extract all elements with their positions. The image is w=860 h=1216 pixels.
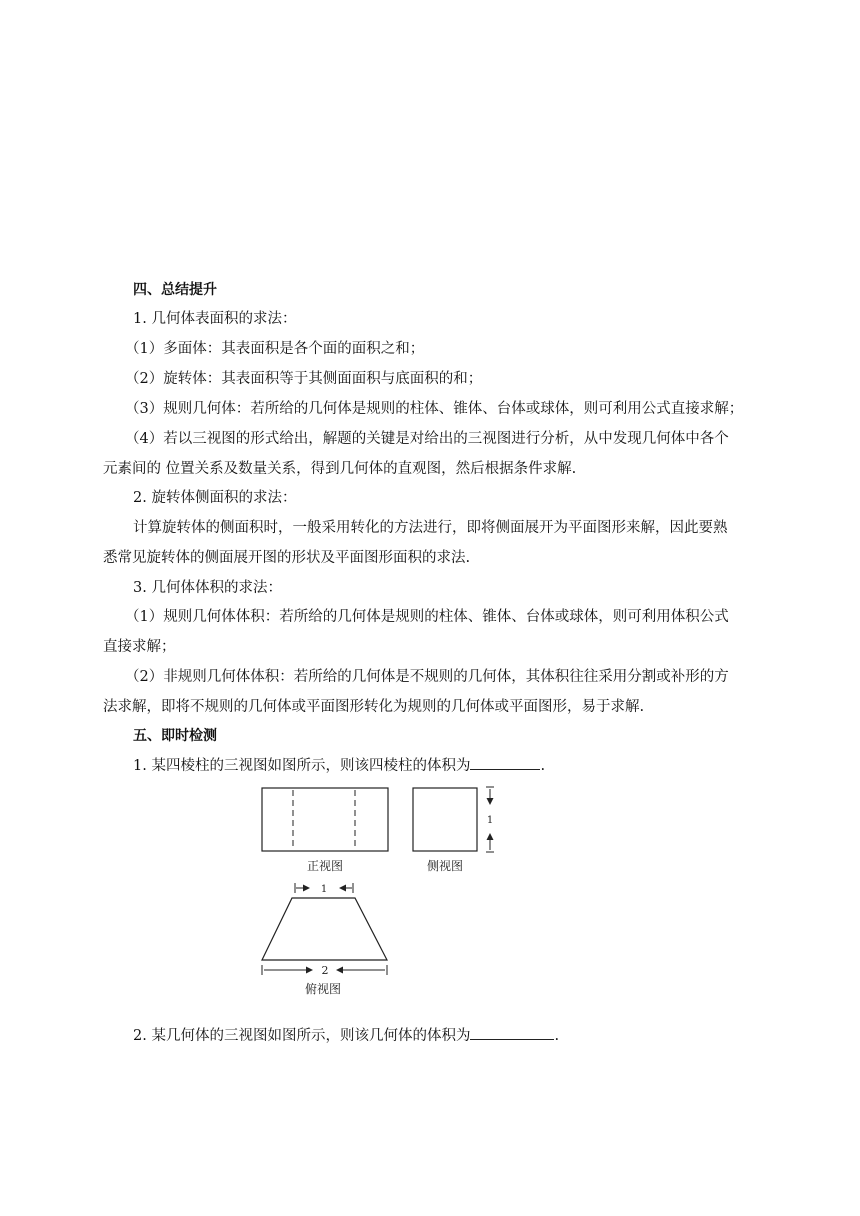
side-dim-label: 1 bbox=[486, 815, 494, 826]
p3-title: 3. 几何体体积的求法： bbox=[133, 580, 282, 596]
question-2 bbox=[133, 1025, 559, 1046]
p1-item4-line2: 元素间的 位置关系及数量关系，得到几何体的直观图，然后根据条件求解. bbox=[103, 461, 577, 477]
p3-item1-line2: 直接求解； bbox=[103, 639, 176, 655]
p1-item3: （3）规则几何体：若所给的几何体是规则的柱体、锥体、台体或球体，则可利用公式直接求解； bbox=[125, 401, 744, 417]
p1-item1: （1）多面体：其表面积是各个面的面积之和； bbox=[125, 341, 425, 357]
p2-line2: 悉常见旋转体的侧面展开图的形状及平面图形面积的求法. bbox=[103, 550, 471, 566]
side-view bbox=[413, 787, 494, 852]
section5-heading: 五、即时检测 bbox=[133, 728, 217, 744]
p2-line1: 计算旋转体的侧面积时，一般采用转化的方法进行，即将侧面展开为平面图形来解，因此要熟 bbox=[133, 520, 728, 536]
front-view bbox=[262, 788, 388, 851]
answer-blank-2[interactable] bbox=[470, 1025, 554, 1040]
side-view-label: 侧视图 bbox=[426, 859, 464, 873]
section4-heading: 四、总结提升 bbox=[133, 282, 217, 298]
p3-item2-line2: 法求解，即将不规则的几何体或平面图形转化为规则的几何体或平面图形，易于求解. bbox=[103, 699, 645, 715]
top-view bbox=[262, 883, 387, 977]
question-1-end: . bbox=[540, 758, 546, 774]
question-1-text: 1. 某四棱柱的三视图如图所示，则该四棱柱的体积为 bbox=[133, 758, 471, 774]
question-2-text: 2. 某几何体的三视图如图所示，则该几何体的体积为 bbox=[133, 1028, 471, 1044]
p3-item2-line1: （2）非规则几何体体积：若所给的几何体是不规则的几何体，其体积往往采用分割或补形的方 bbox=[125, 669, 729, 685]
p1-item4-line1: （4）若以三视图的形式给出，解题的关键是对给出的三视图进行分析，从中发现几何体中各个 bbox=[125, 431, 729, 447]
top-short-dim-label: 1 bbox=[320, 884, 328, 895]
p1-title: 1. 几何体表面积的求法： bbox=[133, 311, 297, 327]
p2-title: 2. 旋转体侧面积的求法： bbox=[133, 490, 297, 506]
question-1 bbox=[133, 755, 545, 776]
answer-blank-1[interactable] bbox=[470, 755, 540, 770]
p3-item1-line1: （1）规则几何体体积：若所给的几何体是规则的柱体、锥体、台体或球体，则可利用体积公式 bbox=[125, 609, 729, 625]
p1-item2: （2）旋转体：其表面积等于其侧面面积与底面积的和； bbox=[125, 371, 483, 387]
top-view-label: 俯视图 bbox=[304, 982, 342, 996]
front-view-label: 正视图 bbox=[306, 859, 344, 873]
top-long-dim-label: 2 bbox=[321, 964, 329, 977]
question-2-end: . bbox=[554, 1028, 560, 1044]
